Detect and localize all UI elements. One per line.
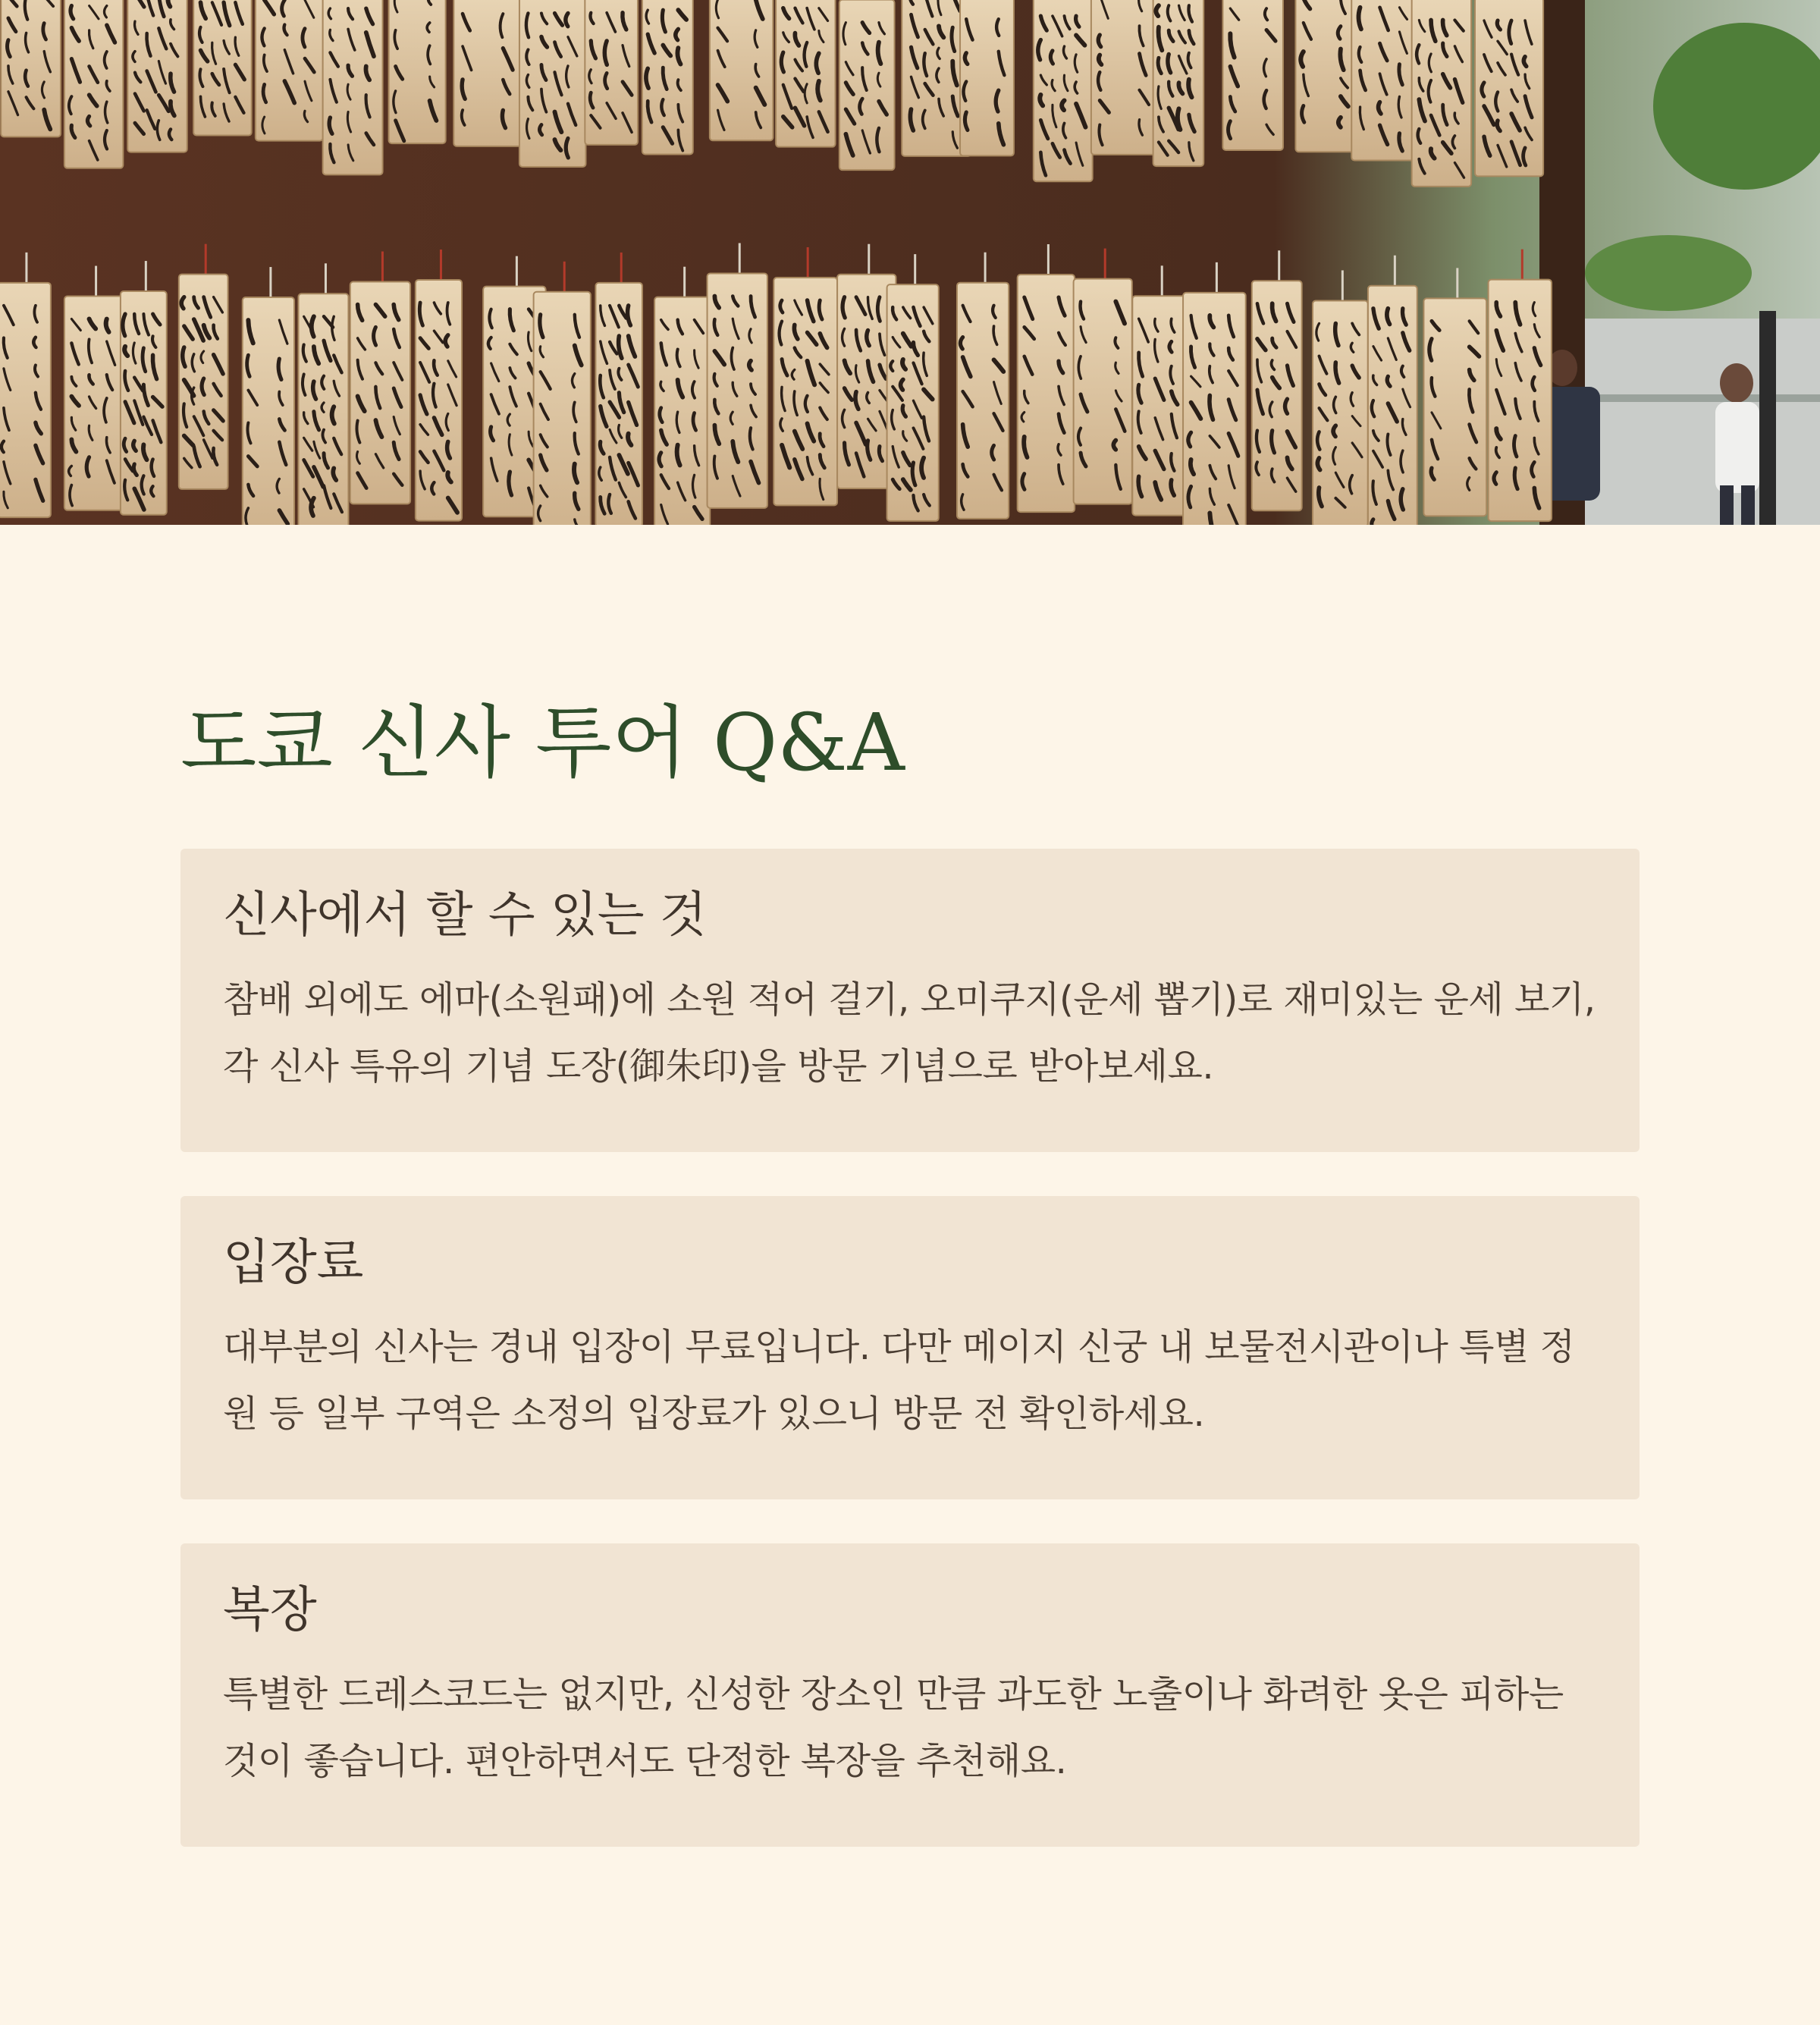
- ema-plaque: [453, 0, 521, 146]
- ema-plaque: [1475, 0, 1543, 176]
- ema-plaque: [1153, 0, 1204, 166]
- ema-plaque: [1034, 0, 1093, 181]
- ema-plaque: [1018, 244, 1075, 512]
- ema-plaque: [642, 0, 693, 155]
- ema-plaque: [64, 0, 123, 168]
- ema-plaque: [121, 261, 167, 515]
- ema-plaque: [298, 263, 348, 525]
- ema-plaque: [654, 267, 710, 525]
- ema-plaque: [243, 267, 294, 525]
- ema-plaque: [708, 243, 767, 507]
- ema-plaque: [1412, 0, 1471, 187]
- ema-plaque: [389, 0, 446, 143]
- ema-plaque: [127, 0, 187, 152]
- ema-plaque: [179, 244, 228, 489]
- qa-answer: 특별한 드레스코드는 없지만, 신성한 장소인 만큼 과도한 노출이나 화려한 옷은 피하는 것이 좋습니다. 편안하면서도 단정한 복장을 추천해요.: [223, 1672, 1564, 1782]
- qa-answer: 참배 외에도 에마(소원패)에 소원 적어 걸기, 오미쿠지(운세 뽑기)로 재미있는 운세 보기, 각 신사 특유의 기념 도장(御朱印)을 방문 기념으로 받아보세요.: [223, 978, 1596, 1088]
- ema-plaque: [193, 0, 252, 136]
- ema-plaque: [0, 253, 51, 517]
- ema-plaque: [1183, 262, 1246, 525]
- ema-plaque: [1222, 0, 1283, 150]
- qa-question: 신사에서 할 수 있는 것: [223, 887, 707, 943]
- ema-plaque: [256, 0, 323, 141]
- ema-plaque: [774, 247, 837, 505]
- ema-plaque: [519, 0, 586, 167]
- ema-plaque: [1313, 270, 1368, 525]
- ema-plaque: [416, 250, 462, 521]
- ema-plaque: [960, 0, 1014, 155]
- ema-plaque: [1489, 250, 1552, 521]
- qa-card-admission: [180, 1196, 1640, 1499]
- ema-plaque: [710, 0, 773, 140]
- ema-plaque: [1091, 0, 1157, 155]
- qa-answer: 대부분의 신사는 경내 입장이 무료입니다. 다만 메이지 신궁 내 보물전시관이나 특별 정원 등 일부 구역은 소정의 입장료가 있으니 방문 전 확인하세요.: [223, 1325, 1575, 1435]
- page-title: 도쿄 신사 투어 Q&A: [180, 696, 905, 789]
- ema-plaque: [534, 262, 591, 525]
- ema-plaque: [776, 0, 835, 147]
- ema-plaque: [957, 253, 1009, 519]
- ema-plaque: [1351, 0, 1417, 161]
- ema-plaque: [839, 0, 895, 170]
- ema-plaques-photo: [0, 0, 1820, 525]
- ema-plaque: [1, 0, 61, 137]
- ema-plaque: [1295, 0, 1357, 152]
- ema-plaque: [887, 254, 939, 521]
- ema-plaque: [595, 253, 642, 525]
- ema-plaque: [1074, 249, 1132, 504]
- ema-plaque: [585, 0, 638, 145]
- hero-image: [0, 0, 1820, 525]
- ema-plaque: [1423, 268, 1486, 516]
- qa-question: 복장: [223, 1582, 317, 1638]
- ema-plaque: [350, 252, 410, 504]
- ema-plaque: [323, 0, 383, 174]
- ema-plaque: [1132, 265, 1187, 515]
- ema-plaque: [1252, 250, 1302, 510]
- ema-plaque: [1368, 256, 1417, 525]
- qa-card-dress-code: [180, 1543, 1640, 1847]
- ema-plaque: [64, 266, 123, 510]
- qa-card-activities: [180, 849, 1640, 1152]
- qa-question: 입장료: [223, 1235, 364, 1291]
